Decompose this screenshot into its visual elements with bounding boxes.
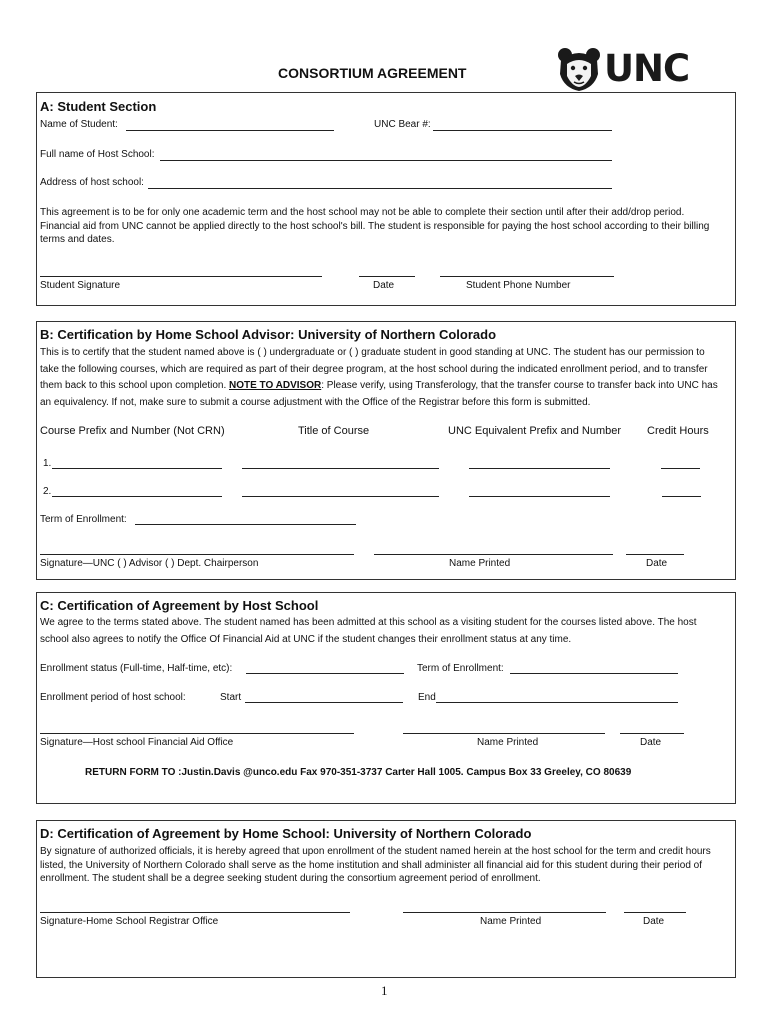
host-school-label: Full name of Host School: bbox=[40, 149, 155, 160]
host-address-field[interactable] bbox=[148, 188, 612, 189]
enrollment-status-label: Enrollment status (Full-time, Half-time, etc): bbox=[40, 663, 233, 674]
registrar-signature-field[interactable] bbox=[40, 912, 350, 913]
host-term-field[interactable] bbox=[510, 673, 678, 674]
course-row-1-title-field[interactable] bbox=[242, 468, 439, 469]
term-of-enrollment-field[interactable] bbox=[135, 524, 356, 525]
section-d-box bbox=[36, 820, 736, 978]
enrollment-period-label: Enrollment period of host school: bbox=[40, 692, 186, 703]
course-row-1-number: 1. bbox=[43, 458, 52, 469]
course-row-1-prefix-field[interactable] bbox=[52, 468, 222, 469]
advisor-signature-label: Signature—UNC ( ) Advisor ( ) Dept. Chairperson bbox=[40, 558, 259, 569]
bear-logo-icon bbox=[556, 46, 602, 92]
note-to-advisor: NOTE TO ADVISOR bbox=[229, 380, 322, 391]
student-signature-label: Student Signature bbox=[40, 280, 121, 291]
advisor-name-label: Name Printed bbox=[449, 558, 511, 569]
student-name-field[interactable] bbox=[126, 130, 334, 131]
section-c-paragraph: We agree to the terms stated above. The student named has been admitted at this school as a visiting student for the courses listed above. The host school also agrees to notify the Office Of Financial Aid at UNC if the student changes their enrollment status at any time. bbox=[40, 617, 697, 645]
section-d-paragraph: By signature of authorized officials, it is hereby agreed that upon enrollment of the student named herein at the host school for the term and credit hours listed, the University of Northern Colorado shall serve as the home institution and shall administer all financial aid for this student during their period of enrollment. The student shall be a degree seeking student during the consortium agreement period of enrollment. bbox=[40, 846, 711, 884]
student-phone-field[interactable] bbox=[440, 276, 614, 277]
section-d-heading: D: Certification of Agreement by Home School: University of Northern Colorado bbox=[40, 826, 532, 841]
host-date-label: Date bbox=[640, 737, 662, 748]
bear-number-field[interactable] bbox=[433, 130, 612, 131]
course-row-2-title-field[interactable] bbox=[242, 496, 439, 497]
advisor-date-label: Date bbox=[646, 558, 668, 569]
course-row-2-number: 2. bbox=[43, 486, 52, 497]
registrar-name-label: Name Printed bbox=[480, 916, 542, 927]
section-b-para-before: This is to certify that the student named above is ( ) undergraduate or ( ) graduate student in good standing at UNC. The student has our permission to take the following courses, which are required as part of their degree program, at the host school during the indicated enrollment period, and to transfer them back to this school upon completion. bbox=[40, 347, 708, 391]
section-a-heading: A: Student Section bbox=[40, 99, 157, 114]
section-a-paragraph: This agreement is to be for only one academic term and the host school may not be able to complete their section until after their add/drop period. Financial aid from UNC cannot be applied directly to the host school's bill. The student is responsible for paying the host school according to their billing terms and dates. bbox=[40, 207, 710, 245]
page-number: 1 bbox=[381, 983, 388, 998]
course-row-1-equiv-field[interactable] bbox=[469, 468, 610, 469]
course-row-2-credit-field[interactable] bbox=[662, 496, 701, 497]
col-unc-equivalent: UNC Equivalent Prefix and Number bbox=[448, 425, 622, 437]
period-start-field[interactable] bbox=[245, 702, 403, 703]
host-school-field[interactable] bbox=[160, 160, 612, 161]
logo-wordmark: UNC bbox=[604, 47, 690, 90]
host-signature-field[interactable] bbox=[40, 733, 354, 734]
course-row-2-equiv-field[interactable] bbox=[469, 496, 610, 497]
document-title: CONSORTIUM AGREEMENT bbox=[278, 65, 467, 81]
host-signature-label: Signature—Host school Financial Aid Office bbox=[40, 737, 234, 748]
host-term-label: Term of Enrollment: bbox=[417, 663, 504, 674]
advisor-signature-field[interactable] bbox=[40, 554, 354, 555]
period-start-label: Start bbox=[220, 692, 242, 703]
period-end-label: End bbox=[418, 692, 436, 703]
unc-logo bbox=[556, 46, 706, 92]
col-course-title: Title of Course bbox=[298, 425, 370, 437]
period-end-field[interactable] bbox=[436, 702, 678, 703]
student-signature-field[interactable] bbox=[40, 276, 322, 277]
student-date-field[interactable] bbox=[359, 276, 415, 277]
advisor-name-field[interactable] bbox=[374, 554, 613, 555]
registrar-date-field[interactable] bbox=[624, 912, 686, 913]
section-c-heading: C: Certification of Agreement by Host School bbox=[40, 598, 319, 613]
return-form-line: RETURN FORM TO :Justin.Davis @unco.edu Fax 970-351-3737 Carter Hall 1005. Campus Box 33 Greeley, CO 80639 bbox=[85, 767, 632, 778]
col-course-prefix: Course Prefix and Number (Not CRN) bbox=[40, 425, 225, 437]
course-row-2-prefix-field[interactable] bbox=[52, 496, 222, 497]
section-b-paragraph bbox=[40, 345, 726, 411]
host-date-field[interactable] bbox=[620, 733, 684, 734]
section-b-heading: B: Certification by Home School Advisor: University of Northern Colorado bbox=[40, 327, 497, 342]
registrar-date-label: Date bbox=[643, 916, 665, 927]
registrar-name-field[interactable] bbox=[403, 912, 606, 913]
student-name-label: Name of Student: bbox=[40, 119, 118, 130]
host-address-label: Address of host school: bbox=[40, 177, 144, 188]
host-name-field[interactable] bbox=[403, 733, 605, 734]
student-date-label: Date bbox=[373, 280, 395, 291]
host-name-label: Name Printed bbox=[477, 737, 539, 748]
enrollment-status-field[interactable] bbox=[246, 673, 404, 674]
student-phone-label: Student Phone Number bbox=[466, 280, 571, 291]
term-of-enrollment-label: Term of Enrollment: bbox=[40, 514, 127, 525]
section-b-para-after: : Please verify, using Transferology, that the transfer course to transfer back into UNC has an equivalency. If not, make sure to submit a course adjustment with the Office of the Registrar before this form is submitted. bbox=[40, 380, 718, 408]
advisor-date-field[interactable] bbox=[626, 554, 684, 555]
bear-number-label: UNC Bear #: bbox=[374, 119, 431, 130]
col-credit-hours: Credit Hours bbox=[647, 425, 709, 437]
registrar-signature-label: Signature-Home School Registrar Office bbox=[40, 916, 219, 927]
course-row-1-credit-field[interactable] bbox=[661, 468, 700, 469]
